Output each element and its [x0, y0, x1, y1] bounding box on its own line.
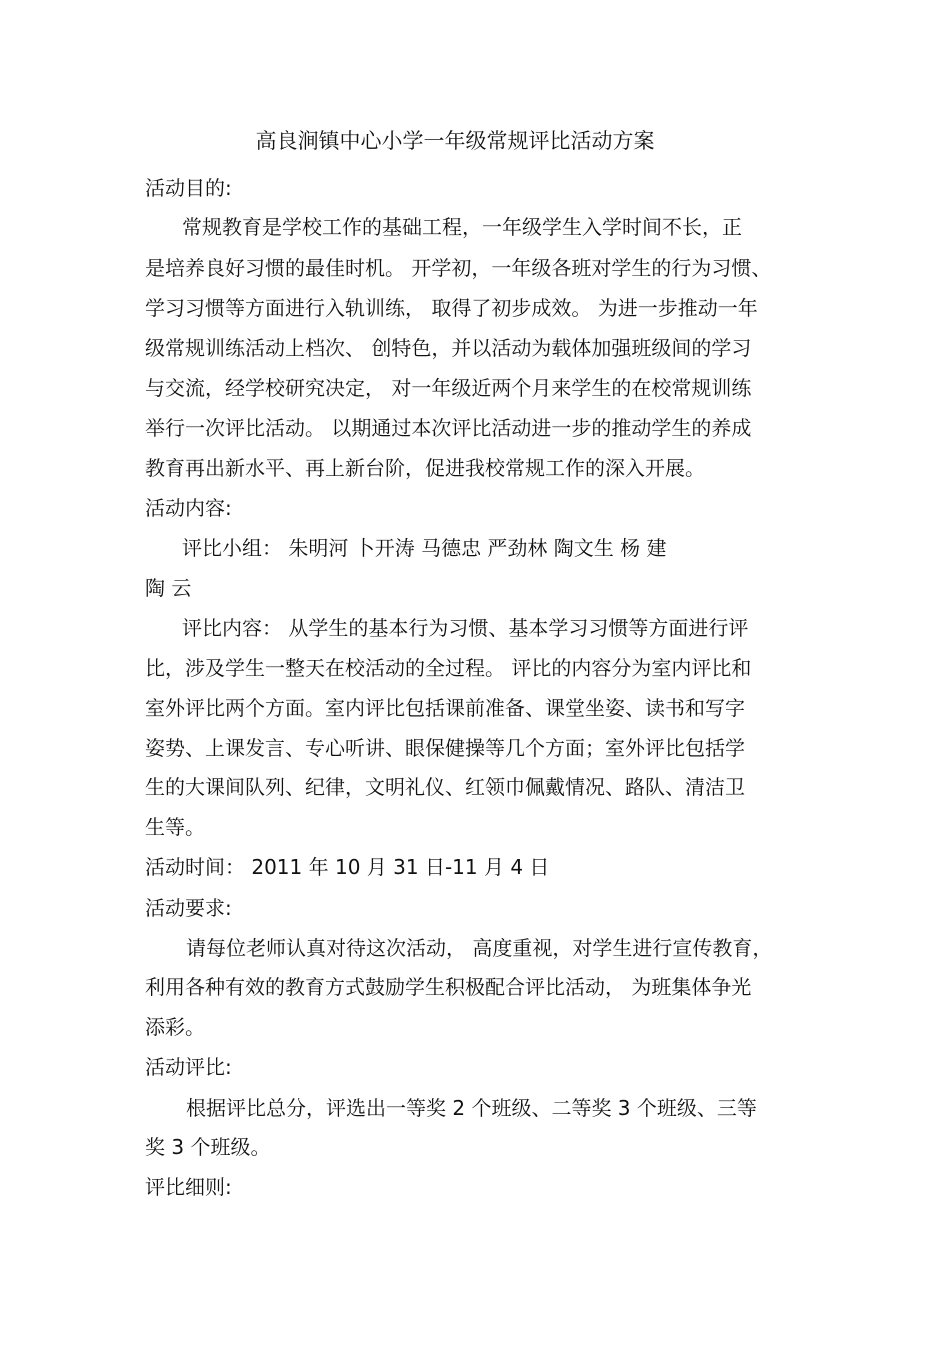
purpose-line: 学习习惯等方面进行入轨训练， 取得了初步成效。 为进一步推动一年 — [145, 296, 758, 320]
purpose-line: 是培养良好习惯的最佳时机。 开学初，一年级各班对学生的行为习惯、 — [145, 256, 772, 280]
content-detail-line: 评比内容： 从学生的基本行为习惯、基本学习习惯等方面进行评 — [182, 616, 749, 640]
content-detail-line: 室外评比两个方面。室内评比包括课前准备、课堂坐姿、读书和写字 — [145, 696, 745, 720]
purpose-heading: 活动目的: — [145, 176, 232, 200]
purpose-line: 举行一次评比活动。 以期通过本次评比活动进一步的推动学生的养成 — [145, 416, 752, 440]
requirements-line: 利用各种有效的教育方式鼓励学生积极配合评比活动， 为班集体争光 — [145, 975, 752, 999]
requirements-heading: 活动要求: — [145, 896, 232, 920]
purpose-line: 与交流，经学校研究决定， 对一年级近两个月来学生的在校常规训练 — [145, 376, 752, 400]
evaluation-line: 奖 3 个班级。 — [145, 1135, 271, 1159]
evaluation-line: 根据评比总分，评选出一等奖 2 个班级、二等奖 3 个班级、三等 — [186, 1096, 757, 1120]
content-group-line: 评比小组： 朱明河 卜开涛 马德忠 严劲林 陶文生 杨 建 — [182, 536, 667, 560]
content-group-line: 陶 云 — [145, 576, 192, 600]
content-detail-line: 生等。 — [145, 815, 205, 839]
purpose-line: 常规教育是学校工作的基础工程，一年级学生入学时间不长，正 — [182, 215, 742, 239]
evaluation-heading: 活动评比: — [145, 1055, 232, 1079]
time-line: 活动时间： 2011 年 10 月 31 日-11 月 4 日 — [145, 855, 550, 879]
requirements-line: 添彩。 — [145, 1015, 205, 1039]
content-detail-line: 比，涉及学生一整天在校活动的全过程。 评比的内容分为室内评比和 — [145, 656, 752, 680]
requirements-line: 请每位老师认真对待这次活动， 高度重视，对学生进行宣传教育， — [186, 936, 773, 960]
content-detail-line: 生的大课间队列、纪律，文明礼仪、红领巾佩戴情况、路队、清洁卫 — [145, 775, 745, 799]
purpose-line: 教育再出新水平、再上新台阶，促进我校常规工作的深入开展。 — [145, 456, 705, 480]
content-detail-line: 姿势、上课发言、专心听讲、眼保健操等几个方面；室外评比包括学 — [145, 736, 745, 760]
purpose-line: 级常规训练活动上档次、 创特色，并以活动为载体加强班级间的学习 — [145, 336, 752, 360]
document-title: 高良涧镇中心小学一年级常规评比活动方案 — [255, 129, 655, 153]
rules-heading: 评比细则: — [145, 1175, 232, 1199]
content-heading: 活动内容: — [145, 496, 232, 520]
